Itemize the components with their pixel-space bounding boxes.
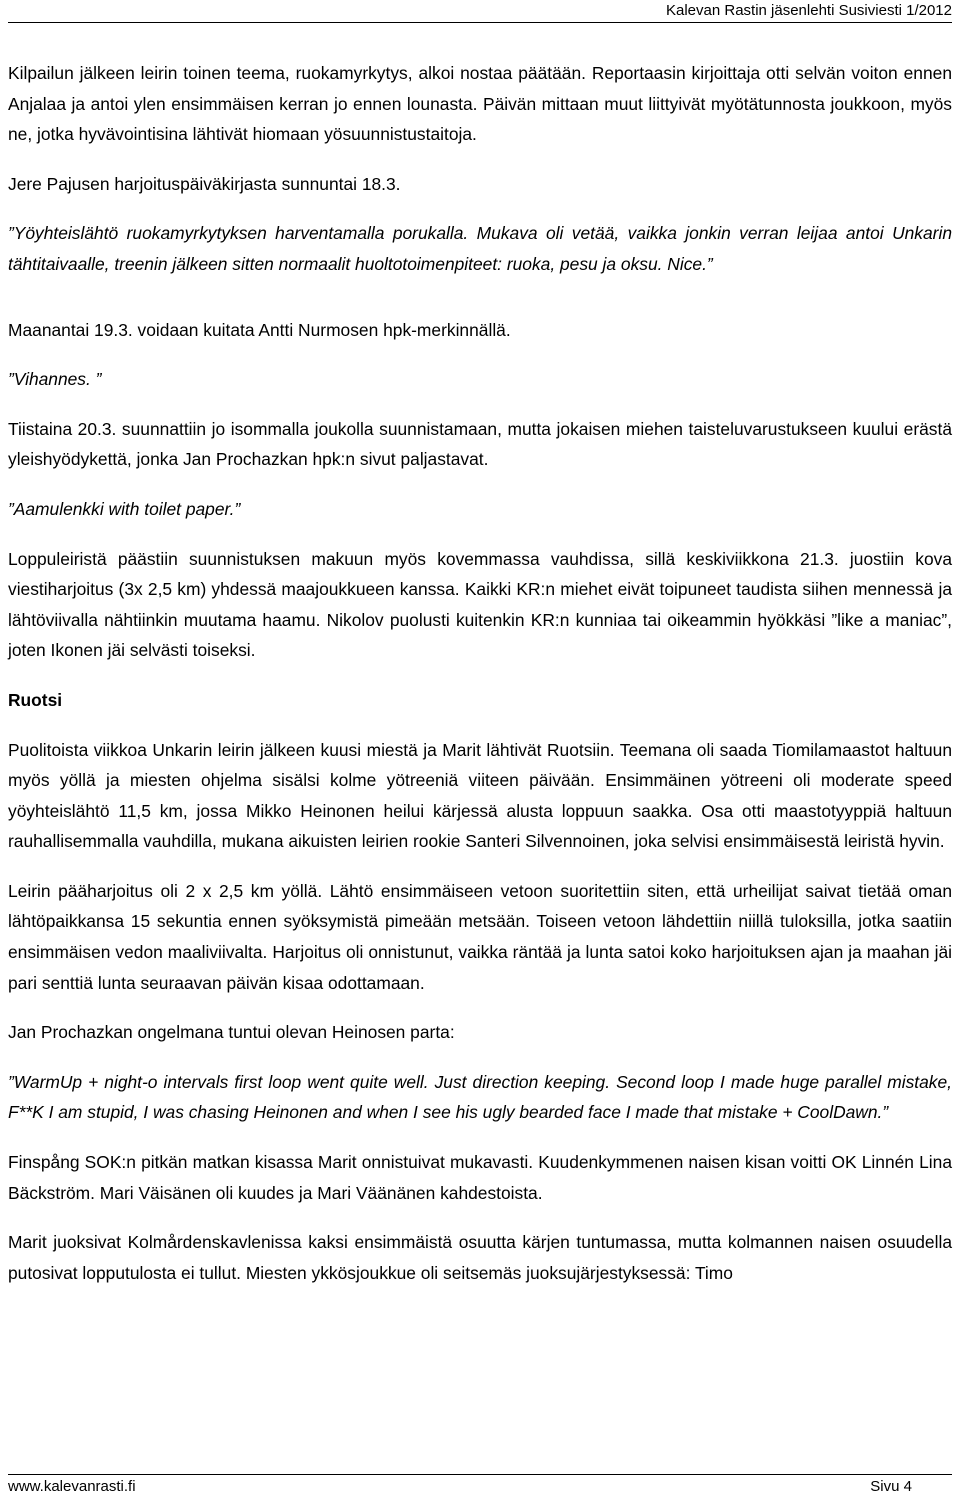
- article-body: [8, 58, 952, 1307]
- paragraph: Puolitoista viikkoa Unkarin leirin jälkeen kuusi miestä ja Marit lähtivät Ruotsiin. Teemana oli saada Tiomilamaastot haltuun myös yöllä ja miesten ohjelma sisälsi kolme yötreeniä viiteen päivään. Ensimmäinen yötreeni oli moderate speed yöyhteislähtö 11,5 km, jossa Mikko Heinonen heilui kärjessä alusta loppuun saakka. Osa otti maastotyyppiä haltuun rauhallisemmalla vauhdilla, mukana aikuisten leirien rookie Santeri Silvennoinen, joka selvisi ensimmäisestä leiristä hyvin.: [8, 739, 952, 852]
- paragraph: Maanantai 19.3. voidaan kuitata Antti Nurmosen hpk-merkinnällä.: [8, 319, 511, 340]
- website-link[interactable]: www.kalevanrasti.fi: [8, 1478, 136, 1495]
- diary-quote: ”Aamulenkki with toilet paper.”: [8, 498, 241, 519]
- paragraph: Marit juoksivat Kolmårdenskavlenissa kaksi ensimmäistä osuutta kärjen tuntumassa, mutta kolmannen naisen osuudella putosivat lopputulosta ei tullut. Miesten ykkösjoukkue oli seitsemäs juoksujärjestyksessä: Timo: [8, 1232, 952, 1283]
- paragraph: Jere Pajusen harjoituspäiväkirjasta sunnuntai 18.3.: [8, 173, 401, 194]
- running-header: [8, 0, 952, 23]
- paragraph: Tiistaina 20.3. suunnattiin jo isommalla joukolla suunnistamaan, mutta jokaisen miehen taisteluvarustukseen kuului erästä yleishyödykettä, jonka Jan Prochazkan hpk:n sivut paljastavat.: [8, 418, 952, 470]
- paragraph: Loppuleiristä päästiin suunnistuksen makuun myös kovemmassa vauhdissa, sillä keskiviikkona 21.3. juostiin kova viestiharjoitus (3x 2,5 km) yhdessä maajoukkueen kanssa. Kaikki KR:n miehet eivät toipuneet taudista siihen mennessä ja lähtöviivalla nähtiinkin muutama haamu. Nikolov puolusti kuitenkin KR:n kunniaa tai oikeammin hyökkäsi ”like a maniac”, joten Ikonen jäi selvästi toiseksi.: [8, 548, 952, 661]
- paragraph: Kilpailun jälkeen leirin toinen teema, ruokamyrkytys, alkoi nostaa päätään. Reportaasin kirjoittaja otti selvän voiton ennen Anjalaa ja antoi ylen ensimmäisen kerran jo ennen lounasta. Päivän mittaan muut liittyivät myötätunnosta joukkoon, myös ne, jotka hyvävointisina lähtivät hiomaan yösuunnistustaitoja.: [8, 63, 952, 145]
- diary-quote: ”Vihannes. ”: [8, 369, 102, 390]
- paragraph: Jan Prochazkan ongelmana tuntui olevan Heinosen parta:: [8, 1022, 455, 1043]
- diary-quote: ”Yöyhteislähtö ruokamyrkytyksen harventamalla porukalla. Mukava oli vetää, vaikka jonkin verran leijaa antoi Unkarin tähtitaivaalle, treenin jälkeen sitten normaalit huoltotoimenpiteet: ruoka, pesu ja oksu. Nice.”: [8, 223, 952, 274]
- page-footer: [8, 1474, 952, 1495]
- header-title: Kalevan Rastin jäsenlehti Susiviesti 1/2012: [665, 2, 952, 19]
- page-number: Sivu 4: [870, 1478, 912, 1495]
- diary-quote: ”WarmUp + night-o intervals first loop went quite well. Just direction keeping. Second loop I made huge parallel mistake, F**K I am stupid, I was chasing Heinonen and when I see his ugly bearded face I made that mistake + CoolDawn.”: [8, 1071, 952, 1123]
- section-heading: Ruotsi: [8, 689, 63, 710]
- paragraph: Finspång SOK:n pitkän matkan kisassa Marit onnistuivat mukavasti. Kuudenkymmenen naisen kisan voitti OK Linnén Lina Bäckström. Mari Väisänen oli kuudes ja Mari Väänänen kahdestoista.: [8, 1152, 952, 1203]
- paragraph: Leirin pääharjoitus oli 2 x 2,5 km yöllä. Lähtö ensimmäiseen vetoon suoritettiin siten, että urheilijat saivat tietää oman lähtöpaikkansa 15 sekuntia ennen syöksymistä pimeään metsään. Toiseen vetoon lähdettiin niillä tuloksilla, jotka saatiin ensimmäisen vedon maaliviivalta. Harjoitus oli onnistunut, vaikka räntää ja lunta satoi koko harjoituksen ajan ja maahan jäi pari senttiä lunta seuraavan päivän kisaa odottamaan.: [8, 880, 952, 993]
